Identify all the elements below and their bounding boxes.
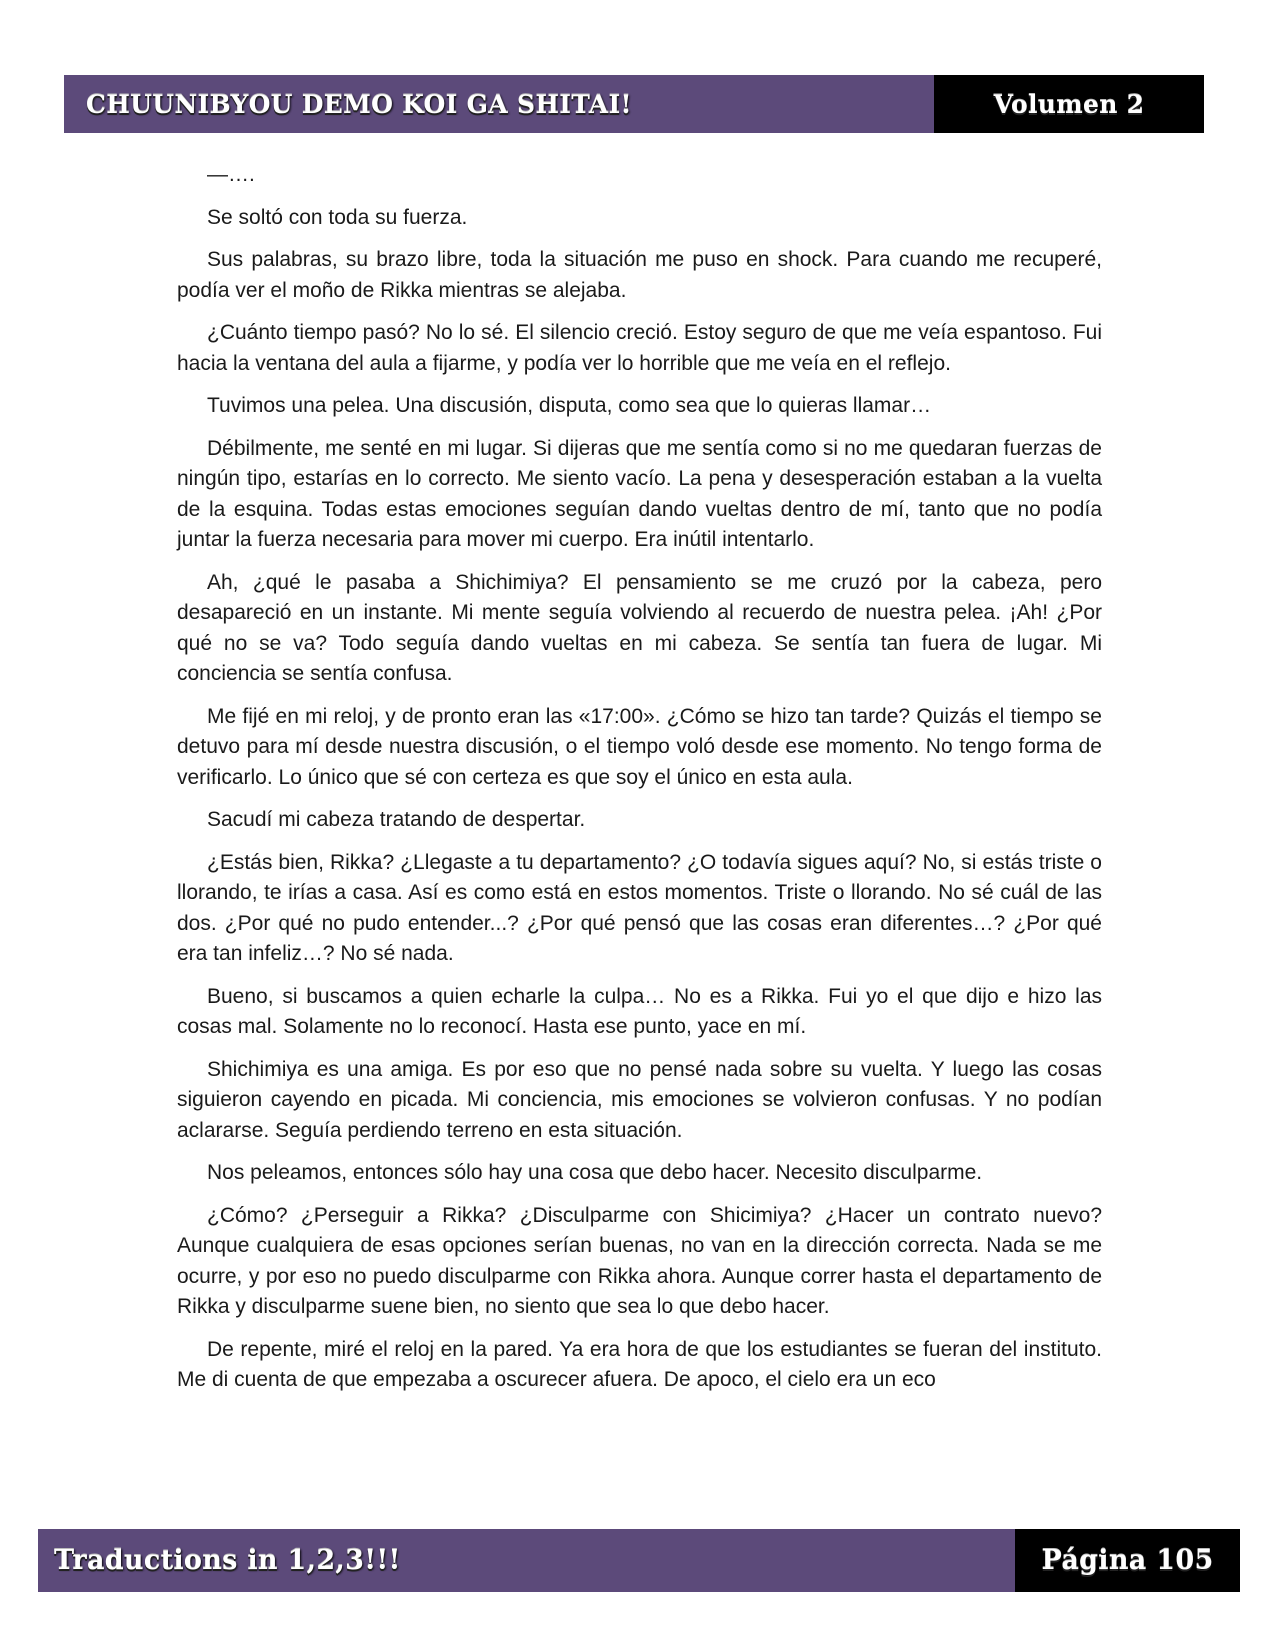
paragraph: Me fijé en mi reloj, y de pronto eran las «17:00». ¿Cómo se hizo tan tarde? Quizás el tiempo se detuvo para mí desde nuestra discusión, o el tiempo voló desde ese momento. No tengo forma de verificarlo. Lo único que sé con certeza es que soy el único en esta aula. [177,704,1102,789]
page-header [64,75,1204,133]
paragraph: Se soltó con toda su fuerza. [207,205,468,229]
paragraph: Shichimiya es una amiga. Es por eso que no pensé nada sobre su vuelta. Y luego las cosas siguieron cayendo en picada. Mi conciencia, mis emociones se volvieron confusas. Y no podían aclararse. Seguía perdiendo terreno en esta situación. [177,1057,1102,1142]
paragraph: Nos peleamos, entonces sólo hay una cosa que debo hacer. Necesito disculparme. [207,1161,983,1184]
footer-page-band [1015,1529,1240,1592]
paragraph: ¿Estás bien, Rikka? ¿Llegaste a tu departamento? ¿O todavía sigues aquí? No, si estás triste o llorando, te irías a casa. Así es como está en estos momentos. Triste o llorando. No sé cuál de las dos. ¿Por qué no pudo entender...? ¿Por qué pensó que las cosas eran diferentes…? ¿Por qué era tan infeliz…? No sé nada. [177,850,1102,965]
paragraph: Débilmente, me senté en mi lugar. Si dijeras que me sentía como si no me quedaran fuerzas de ningún tipo, estarías en lo correcto. Me siento vacío. La pena y desesperación estaban a la vuelta de la esquina. Todas estas emociones seguían dando vueltas dentro de mí, tanto que no podía juntar la fuerza necesaria para mover mi cuerpo. Era inútil intentarlo. [177,436,1102,551]
paragraph: —…. [207,163,255,186]
page-body [177,160,1102,1408]
translator-credit: Traductions in 1,2,3!!! [54,1545,401,1576]
page-footer [38,1529,1240,1592]
paragraph: ¿Cómo? ¿Perseguir a Rikka? ¿Disculparme con Shicimiya? ¿Hacer un contrato nuevo? Aunque cualquiera de esas opciones serían buenas, no van en la dirección correcta. Nada se me ocurre, y por eso no puedo disculparme con Rikka ahora. Aunque correr hasta el departamento de Rikka y disculparme suene bien, no siento que sea lo que debo hacer. [177,1203,1102,1318]
header-volume-band [934,75,1204,133]
paragraph: Sacudí mi cabeza tratando de despertar. [207,808,586,831]
paragraph: Tuvimos una pelea. Una discusión, disputa, como sea que lo quieras llamar… [207,394,932,417]
paragraph: Sus palabras, su brazo libre, toda la situación me puso en shock. Para cuando me recuperé, podía ver el moño de Rikka mientras se alejaba. [177,248,1102,302]
paragraph: Ah, ¿qué le pasaba a Shichimiya? El pensamiento se me cruzó por la cabeza, pero desapareció en un instante. Mi mente seguía volviendo al recuerdo de nuestra pelea. ¡Ah! ¿Por qué no se va? Todo seguía dando vueltas en mi cabeza. Se sentía tan fuera de lugar. Mi conciencia se sentía confusa. [177,570,1102,685]
footer-credit-band [38,1529,1015,1592]
header-title-band [64,75,934,133]
paragraph: Bueno, si buscamos a quien echarle la culpa… No es a Rikka. Fui yo el que dijo e hizo las cosas mal. Solamente no lo reconocí. Hasta ese punto, yace en mí. [177,984,1102,1038]
page-number: Página 105 [1041,1545,1214,1576]
volume-label: Volumen 2 [993,89,1145,119]
paragraph: ¿Cuánto tiempo pasó? No lo sé. El silencio creció. Estoy seguro de que me veía espantoso. Fui hacia la ventana del aula a fijarme, y podía ver lo horrible que me veía en el reflejo. [177,321,1102,375]
paragraph: De repente, miré el reloj en la pared. Ya era hora de que los estudiantes se fueran del instituto. Me di cuenta de que empezaba a oscurecer afuera. De apoco, el cielo era un eco [177,1337,1102,1391]
book-title: CHUUNIBYOU DEMO KOI GA SHITAI! [86,89,632,119]
